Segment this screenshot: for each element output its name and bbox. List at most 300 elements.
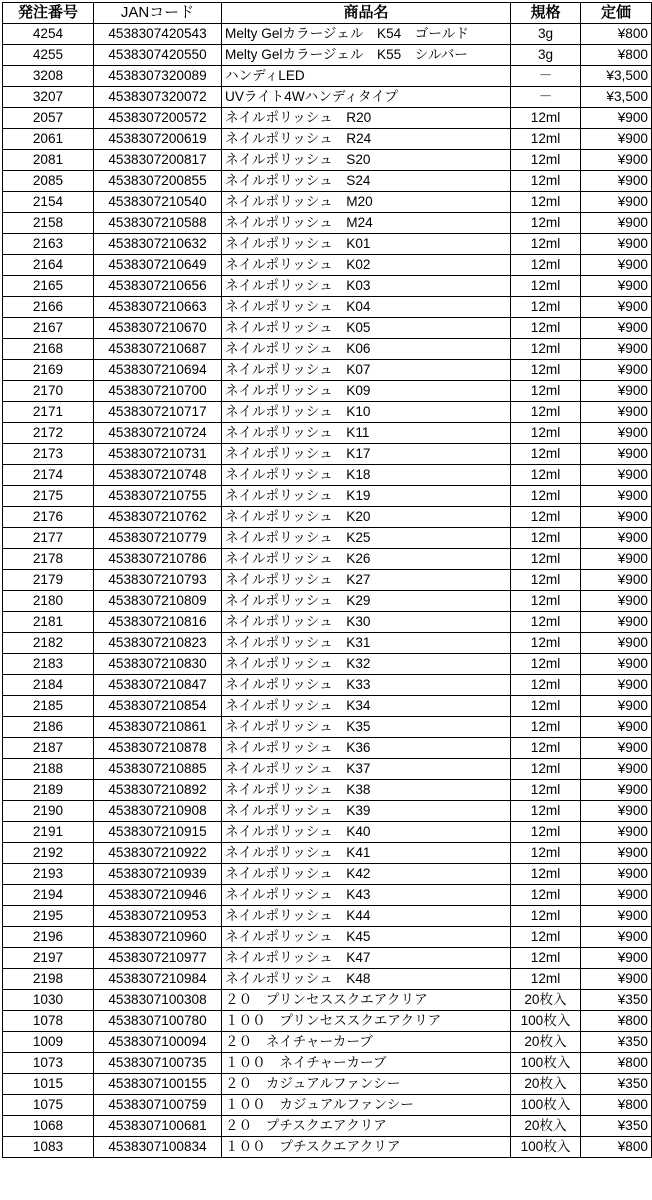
order-number-cell: 2192 [3,843,94,864]
product-name-cell: ネイルポリッシュ K32 [222,654,511,675]
spec-cell: 12ml [511,927,581,948]
table-row [3,444,652,465]
jan-code-cell: 4538307210946 [94,885,222,906]
price-cell: ¥900 [581,423,652,444]
price-cell: ¥900 [581,570,652,591]
jan-code-cell: 4538307210847 [94,675,222,696]
order-number-cell: 2189 [3,780,94,801]
order-number-cell: 2166 [3,297,94,318]
jan-code-cell: 4538307210908 [94,801,222,822]
product-name-cell: ネイルポリッシュ K27 [222,570,511,591]
jan-code-cell: 4538307210915 [94,822,222,843]
order-number-cell: 2061 [3,129,94,150]
jan-code-cell: 4538307210960 [94,927,222,948]
price-cell: ¥900 [581,192,652,213]
price-cell: ¥900 [581,549,652,570]
spec-cell: 12ml [511,549,581,570]
order-number-cell: 4255 [3,45,94,66]
table-row [3,507,652,528]
spec-cell: 20枚入 [511,1116,581,1137]
product-name-cell: ネイルポリッシュ K18 [222,465,511,486]
jan-code-cell: 4538307200619 [94,129,222,150]
spec-cell: 12ml [511,570,581,591]
price-cell: ¥900 [581,591,652,612]
jan-code-cell: 4538307210892 [94,780,222,801]
jan-code-cell: 4538307210717 [94,402,222,423]
order-number-cell: 1009 [3,1032,94,1053]
spec-cell: － [511,66,581,87]
price-cell: ¥800 [581,45,652,66]
product-name-cell: ネイルポリッシュ K02 [222,255,511,276]
table-row [3,906,652,927]
order-number-cell: 2169 [3,360,94,381]
table-row [3,1032,652,1053]
order-number-cell: 1078 [3,1011,94,1032]
table-row [3,318,652,339]
order-number-cell: 2198 [3,969,94,990]
product-name-cell: ネイルポリッシュ M20 [222,192,511,213]
price-cell: ¥800 [581,1053,652,1074]
product-name-cell: ネイルポリッシュ K40 [222,822,511,843]
product-name-cell: ネイルポリッシュ K10 [222,402,511,423]
price-cell: ¥900 [581,696,652,717]
product-name-cell: ネイルポリッシュ K37 [222,759,511,780]
header-price: 定価 [581,3,652,24]
order-number-cell: 2187 [3,738,94,759]
spec-cell: 12ml [511,402,581,423]
order-number-cell: 2182 [3,633,94,654]
order-number-cell: 2197 [3,948,94,969]
product-name-cell: Melty Gelカラージェル K54 ゴールド [222,24,511,45]
spec-cell: 12ml [511,465,581,486]
price-cell: ¥800 [581,1137,652,1158]
spec-cell: 12ml [511,822,581,843]
product-name-cell: ネイルポリッシュ K26 [222,549,511,570]
jan-code-cell: 4538307100780 [94,1011,222,1032]
product-name-cell: １００ カジュアルファンシー [222,1095,511,1116]
table-row [3,1074,652,1095]
jan-code-cell: 4538307210830 [94,654,222,675]
table-row [3,1011,652,1032]
spec-cell: 12ml [511,129,581,150]
spec-cell: 12ml [511,528,581,549]
price-cell: ¥800 [581,1095,652,1116]
header-jan-code: JANコード [94,3,222,24]
product-name-cell: ネイルポリッシュ R20 [222,108,511,129]
table-row [3,1116,652,1137]
order-number-cell: 2176 [3,507,94,528]
order-number-cell: 2170 [3,381,94,402]
order-number-cell: 1068 [3,1116,94,1137]
jan-code-cell: 4538307210922 [94,843,222,864]
jan-code-cell: 4538307210762 [94,507,222,528]
jan-code-cell: 4538307210779 [94,528,222,549]
table-row [3,87,652,108]
jan-code-cell: 4538307210656 [94,276,222,297]
price-cell: ¥900 [581,738,652,759]
spec-cell: 12ml [511,612,581,633]
product-name-cell: ネイルポリッシュ K33 [222,675,511,696]
order-number-cell: 2085 [3,171,94,192]
table-row [3,948,652,969]
jan-code-cell: 4538307210731 [94,444,222,465]
header-spec: 規格 [511,3,581,24]
order-number-cell: 2188 [3,759,94,780]
table-row [3,528,652,549]
order-number-cell: 1015 [3,1074,94,1095]
price-cell: ¥900 [581,339,652,360]
jan-code-cell: 4538307210885 [94,759,222,780]
order-number-cell: 2180 [3,591,94,612]
product-name-cell: UVライト4Wハンディタイプ [222,87,511,108]
price-cell: ¥350 [581,990,652,1011]
price-cell: ¥900 [581,129,652,150]
order-number-cell: 2179 [3,570,94,591]
price-cell: ¥900 [581,948,652,969]
product-name-cell: ネイルポリッシュ M24 [222,213,511,234]
table-row [3,591,652,612]
spec-cell: 3g [511,24,581,45]
product-name-cell: ネイルポリッシュ K41 [222,843,511,864]
product-name-cell: ネイルポリッシュ S20 [222,150,511,171]
order-number-cell: 2193 [3,864,94,885]
price-cell: ¥900 [581,150,652,171]
jan-code-cell: 4538307210694 [94,360,222,381]
price-cell: ¥900 [581,402,652,423]
jan-code-cell: 4538307210540 [94,192,222,213]
table-row [3,822,652,843]
jan-code-cell: 4538307210823 [94,633,222,654]
table-row [3,339,652,360]
table-row [3,759,652,780]
jan-code-cell: 4538307210663 [94,297,222,318]
price-cell: ¥900 [581,465,652,486]
price-cell: ¥900 [581,612,652,633]
product-name-cell: ネイルポリッシュ K06 [222,339,511,360]
jan-code-cell: 4538307420550 [94,45,222,66]
price-cell: ¥900 [581,759,652,780]
table-row [3,1053,652,1074]
order-number-cell: 2196 [3,927,94,948]
jan-code-cell: 4538307210588 [94,213,222,234]
order-number-cell: 2185 [3,696,94,717]
product-name-cell: ネイルポリッシュ K01 [222,234,511,255]
jan-code-cell: 4538307100735 [94,1053,222,1074]
spec-cell: 20枚入 [511,1032,581,1053]
spec-cell: 12ml [511,297,581,318]
spec-cell: 12ml [511,738,581,759]
price-cell: ¥900 [581,486,652,507]
price-cell: ¥900 [581,255,652,276]
spec-cell: 12ml [511,780,581,801]
table-row [3,66,652,87]
product-name-cell: ネイルポリッシュ K07 [222,360,511,381]
order-number-cell: 2167 [3,318,94,339]
order-number-cell: 2172 [3,423,94,444]
jan-code-cell: 4538307210786 [94,549,222,570]
spec-cell: 12ml [511,360,581,381]
order-number-cell: 1083 [3,1137,94,1158]
jan-code-cell: 4538307210755 [94,486,222,507]
spec-cell: 12ml [511,885,581,906]
spec-cell: 20枚入 [511,1074,581,1095]
price-cell: ¥900 [581,801,652,822]
spec-cell: 3g [511,45,581,66]
table-row [3,927,652,948]
price-cell: ¥900 [581,318,652,339]
spec-cell: 12ml [511,801,581,822]
table-row [3,549,652,570]
product-name-cell: ネイルポリッシュ K34 [222,696,511,717]
product-name-cell: １００ プチスクエアクリア [222,1137,511,1158]
table-row [3,570,652,591]
header-row [3,3,652,24]
table-row [3,696,652,717]
table-row [3,717,652,738]
price-cell: ¥900 [581,633,652,654]
jan-code-cell: 4538307100308 [94,990,222,1011]
spec-cell: 12ml [511,150,581,171]
product-name-cell: ネイルポリッシュ K36 [222,738,511,759]
order-number-cell: 2177 [3,528,94,549]
price-cell: ¥900 [581,276,652,297]
price-cell: ¥900 [581,969,652,990]
jan-code-cell: 4538307210939 [94,864,222,885]
price-cell: ¥800 [581,24,652,45]
product-name-cell: ネイルポリッシュ K03 [222,276,511,297]
spec-cell: 12ml [511,591,581,612]
order-number-cell: 2183 [3,654,94,675]
product-name-cell: ネイルポリッシュ K48 [222,969,511,990]
order-number-cell: 2164 [3,255,94,276]
table-row [3,990,652,1011]
order-number-cell: 2081 [3,150,94,171]
price-cell: ¥900 [581,822,652,843]
price-cell: ¥900 [581,717,652,738]
price-cell: ¥3,500 [581,87,652,108]
jan-code-cell: 4538307210809 [94,591,222,612]
order-number-cell: 2168 [3,339,94,360]
order-number-cell: 2178 [3,549,94,570]
jan-code-cell: 4538307100834 [94,1137,222,1158]
product-name-cell: ネイルポリッシュ K05 [222,318,511,339]
order-number-cell: 2171 [3,402,94,423]
product-name-cell: ネイルポリッシュ K19 [222,486,511,507]
product-name-cell: ネイルポリッシュ K42 [222,864,511,885]
product-price-table [2,2,652,1158]
spec-cell: 12ml [511,654,581,675]
product-name-cell: ネイルポリッシュ K04 [222,297,511,318]
table-row [3,192,652,213]
table-row [3,843,652,864]
table-row [3,297,652,318]
price-cell: ¥900 [581,234,652,255]
order-number-cell: 1030 [3,990,94,1011]
price-cell: ¥900 [581,927,652,948]
order-number-cell: 2195 [3,906,94,927]
table-row [3,402,652,423]
product-name-cell: ２０ プリンセススクエアクリア [222,990,511,1011]
header-product-name: 商品名 [222,3,511,24]
price-cell: ¥900 [581,675,652,696]
spec-cell: 12ml [511,486,581,507]
jan-code-cell: 4538307200817 [94,150,222,171]
table-row [3,234,652,255]
jan-code-cell: 4538307200572 [94,108,222,129]
spec-cell: 12ml [511,717,581,738]
price-cell: ¥350 [581,1116,652,1137]
table-row [3,633,652,654]
jan-code-cell: 4538307210748 [94,465,222,486]
order-number-cell: 2191 [3,822,94,843]
spec-cell: 12ml [511,969,581,990]
product-name-cell: ネイルポリッシュ K30 [222,612,511,633]
spec-cell: 12ml [511,633,581,654]
product-name-cell: Melty Gelカラージェル K55 シルバー [222,45,511,66]
table-row [3,360,652,381]
table-row [3,465,652,486]
price-cell: ¥800 [581,1011,652,1032]
table-row [3,654,652,675]
price-cell: ¥900 [581,444,652,465]
jan-code-cell: 4538307210700 [94,381,222,402]
jan-code-cell: 4538307210687 [94,339,222,360]
price-cell: ¥900 [581,864,652,885]
spec-cell: 100枚入 [511,1053,581,1074]
price-cell: ¥900 [581,360,652,381]
spec-cell: 12ml [511,192,581,213]
spec-cell: 12ml [511,696,581,717]
product-name-cell: ハンディLED [222,66,511,87]
order-number-cell: 2154 [3,192,94,213]
spec-cell: 12ml [511,234,581,255]
price-cell: ¥900 [581,843,652,864]
jan-code-cell: 4538307210861 [94,717,222,738]
product-name-cell: ネイルポリッシュ K38 [222,780,511,801]
header-order-number: 発注番号 [3,3,94,24]
product-name-cell: ネイルポリッシュ K17 [222,444,511,465]
spec-cell: 12ml [511,423,581,444]
product-name-cell: ネイルポリッシュ K47 [222,948,511,969]
table-row [3,45,652,66]
price-cell: ¥900 [581,213,652,234]
table-row [3,864,652,885]
spec-cell: 12ml [511,759,581,780]
table-row [3,150,652,171]
product-name-cell: ネイルポリッシュ K39 [222,801,511,822]
table-row [3,486,652,507]
jan-code-cell: 4538307200855 [94,171,222,192]
order-number-cell: 2184 [3,675,94,696]
spec-cell: 12ml [511,906,581,927]
price-cell: ¥350 [581,1074,652,1095]
table-row [3,276,652,297]
table-row [3,738,652,759]
spec-cell: 12ml [511,318,581,339]
jan-code-cell: 4538307100681 [94,1116,222,1137]
table-row [3,171,652,192]
order-number-cell: 2158 [3,213,94,234]
spec-cell: 12ml [511,675,581,696]
spec-cell: 12ml [511,339,581,360]
product-name-cell: ネイルポリッシュ R24 [222,129,511,150]
jan-code-cell: 4538307210878 [94,738,222,759]
jan-code-cell: 4538307210793 [94,570,222,591]
jan-code-cell: 4538307210854 [94,696,222,717]
product-name-cell: ネイルポリッシュ K43 [222,885,511,906]
price-cell: ¥900 [581,297,652,318]
product-name-cell: ネイルポリッシュ K31 [222,633,511,654]
table-row [3,255,652,276]
order-number-cell: 1075 [3,1095,94,1116]
jan-code-cell: 4538307320089 [94,66,222,87]
product-name-cell: ネイルポリッシュ K29 [222,591,511,612]
spec-cell: 12ml [511,171,581,192]
product-name-cell: ネイルポリッシュ K25 [222,528,511,549]
price-cell: ¥900 [581,780,652,801]
price-cell: ¥350 [581,1032,652,1053]
table-row [3,801,652,822]
spec-cell: 12ml [511,255,581,276]
order-number-cell: 2163 [3,234,94,255]
price-cell: ¥900 [581,654,652,675]
order-number-cell: 2174 [3,465,94,486]
product-name-cell: ネイルポリッシュ K35 [222,717,511,738]
spec-cell: 12ml [511,381,581,402]
order-number-cell: 2175 [3,486,94,507]
order-number-cell: 2165 [3,276,94,297]
order-number-cell: 4254 [3,24,94,45]
table-row [3,780,652,801]
jan-code-cell: 4538307210649 [94,255,222,276]
spec-cell: 100枚入 [511,1137,581,1158]
table-row [3,1137,652,1158]
product-name-cell: ネイルポリッシュ S24 [222,171,511,192]
order-number-cell: 1073 [3,1053,94,1074]
jan-code-cell: 4538307210977 [94,948,222,969]
product-name-cell: ２０ カジュアルファンシー [222,1074,511,1095]
order-number-cell: 3207 [3,87,94,108]
product-name-cell: ネイルポリッシュ K44 [222,906,511,927]
product-name-cell: １００ ネイチャーカーブ [222,1053,511,1074]
table-row [3,129,652,150]
spec-cell: 20枚入 [511,990,581,1011]
price-cell: ¥900 [581,171,652,192]
table-row [3,381,652,402]
jan-code-cell: 4538307320072 [94,87,222,108]
product-name-cell: ネイルポリッシュ K45 [222,927,511,948]
order-number-cell: 2186 [3,717,94,738]
table-row [3,1095,652,1116]
jan-code-cell: 4538307210816 [94,612,222,633]
price-cell: ¥900 [581,906,652,927]
jan-code-cell: 4538307210724 [94,423,222,444]
spec-cell: 12ml [511,108,581,129]
product-name-cell: ネイルポリッシュ K11 [222,423,511,444]
product-name-cell: ネイルポリッシュ K09 [222,381,511,402]
price-cell: ¥900 [581,885,652,906]
spec-cell: 12ml [511,864,581,885]
jan-code-cell: 4538307100094 [94,1032,222,1053]
spec-cell: 12ml [511,948,581,969]
order-number-cell: 2194 [3,885,94,906]
price-cell: ¥900 [581,108,652,129]
product-name-cell: ネイルポリッシュ K20 [222,507,511,528]
jan-code-cell: 4538307210670 [94,318,222,339]
price-cell: ¥3,500 [581,66,652,87]
order-number-cell: 2057 [3,108,94,129]
order-number-cell: 3208 [3,66,94,87]
